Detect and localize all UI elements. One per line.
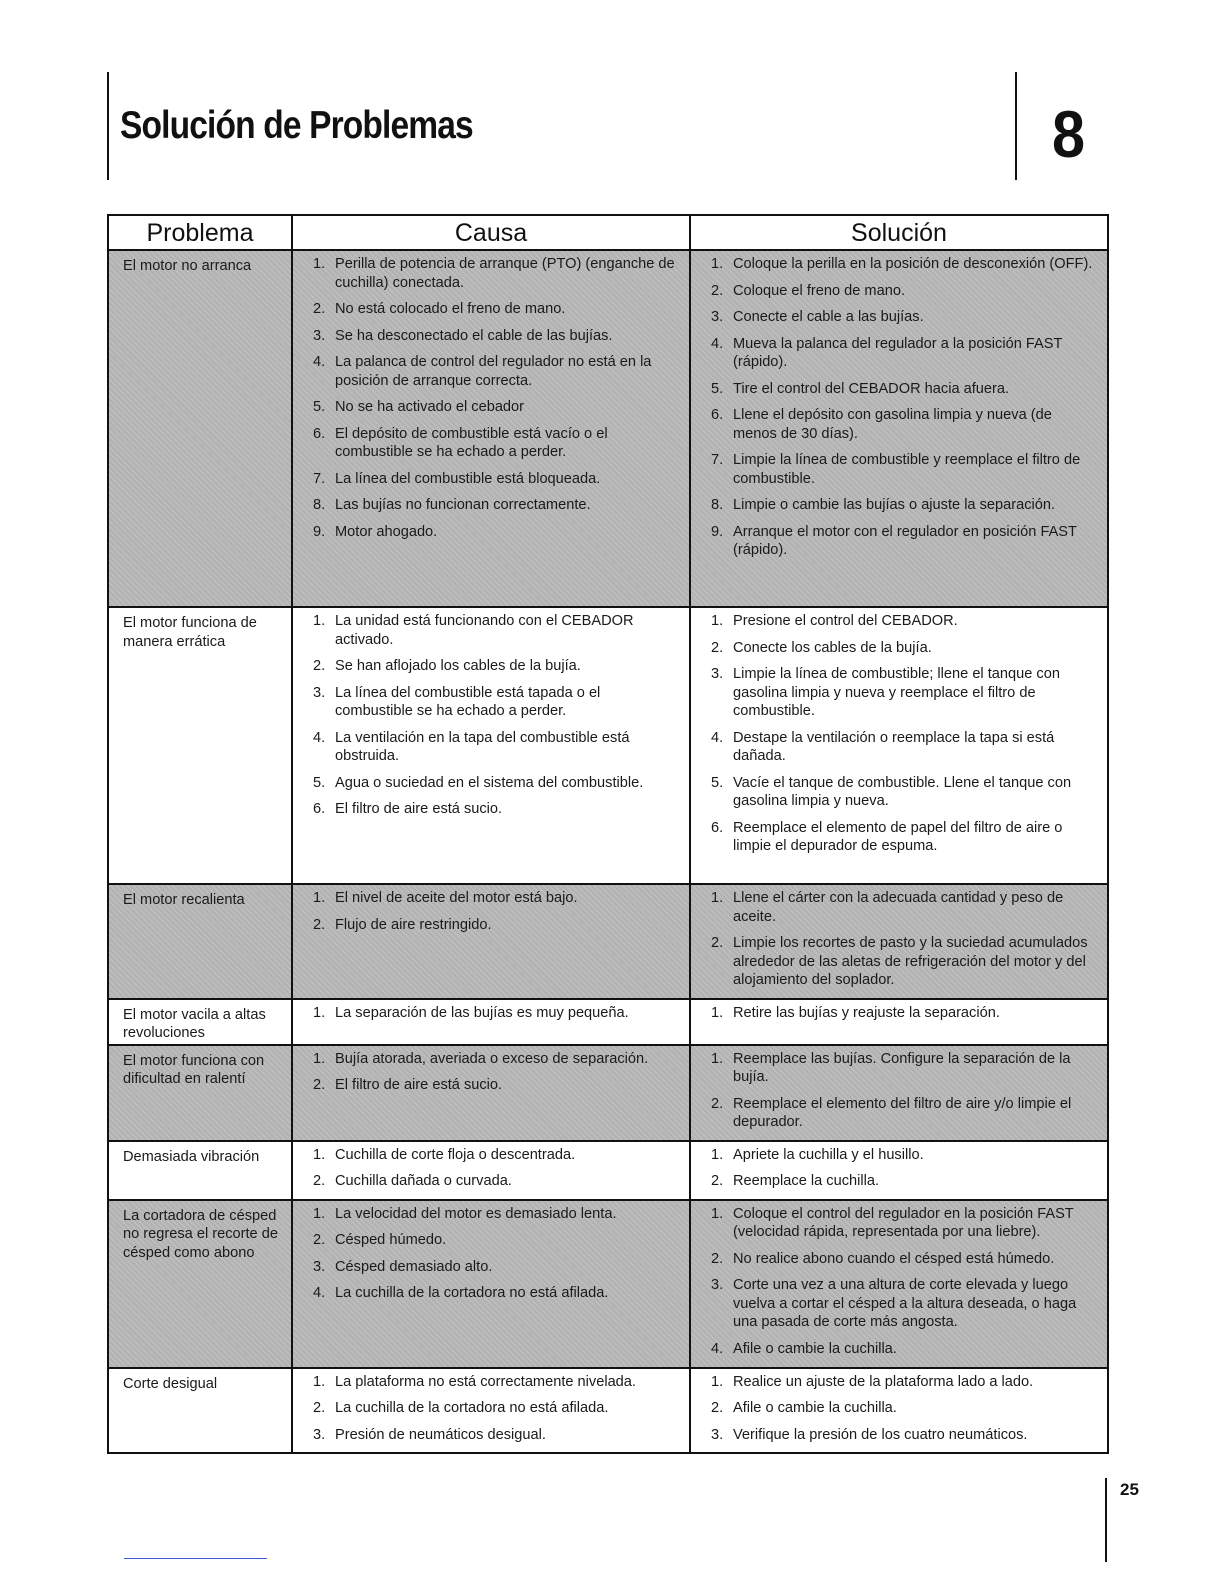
item-number: 2. — [711, 1095, 724, 1112]
solution-item — [711, 639, 1099, 658]
solution-cell — [690, 250, 1108, 607]
solution-list — [711, 1373, 1099, 1445]
item-text: Coloque el control del regulador en la posición FAST (velocidad rápida, representada por una liebre). — [733, 1205, 1074, 1240]
item-text: La unidad está funcionando con el CEBADOR activado. — [335, 613, 634, 648]
item-text: Flujo de aire restringido. — [335, 916, 492, 933]
item-text: No está colocado el freno de mano. — [335, 301, 566, 317]
item-text: Afile o cambie la cuchilla. — [733, 1340, 897, 1357]
item-text: Conecte los cables de la bujía. — [733, 639, 932, 656]
cause-item — [313, 612, 681, 649]
item-number: 3. — [711, 666, 724, 682]
item-text: Coloque la perilla en la posición de desconexión (OFF). — [733, 256, 1093, 272]
item-number: 3. — [313, 1258, 326, 1275]
item-number: 1. — [313, 1373, 326, 1390]
item-text: Cuchilla de corte floja o descentrada. — [335, 1146, 576, 1163]
item-text: Conecte el cable a las bujías. — [733, 309, 924, 325]
item-number: 2. — [711, 282, 724, 299]
cause-item — [313, 496, 681, 515]
solution-item — [711, 612, 1099, 631]
item-text: No se ha activado el cebador — [335, 399, 525, 415]
solution-item — [711, 774, 1099, 811]
solution-list — [711, 255, 1099, 560]
table-row — [108, 250, 1108, 607]
item-text: Arranque el motor con el regulador en posición FAST (rápido). — [733, 523, 1077, 558]
cause-item — [313, 1399, 681, 1418]
solution-item — [711, 1276, 1099, 1332]
item-text: Realice un ajuste de la plataforma lado a lado. — [733, 1373, 1034, 1390]
item-text: Perilla de potencia de arranque (PTO) (enganche de cuchilla) conectada. — [335, 256, 675, 291]
header-solution: Solución — [690, 215, 1108, 250]
item-number: 5. — [711, 774, 724, 791]
table-header-row — [108, 215, 1108, 250]
solution-item — [711, 335, 1099, 372]
cause-item — [313, 774, 681, 793]
cause-item — [313, 800, 681, 819]
item-number: 1. — [313, 256, 326, 272]
item-number: 3. — [313, 1426, 326, 1443]
solution-item — [711, 1250, 1099, 1269]
cause-item — [313, 300, 681, 319]
item-number: 2. — [313, 301, 326, 317]
solution-list — [711, 1146, 1099, 1191]
item-text: La separación de las bujías es muy pequeña. — [335, 1004, 629, 1021]
item-number: 3. — [313, 327, 326, 344]
solution-item — [711, 1399, 1099, 1418]
item-number: 1. — [711, 256, 724, 272]
table-row — [108, 999, 1108, 1045]
item-number: 1. — [313, 1050, 326, 1067]
header-cause: Causa — [292, 215, 690, 250]
item-text: Verifique la presión de los cuatro neumáticos. — [733, 1426, 1028, 1443]
item-text: Coloque el freno de mano. — [733, 282, 905, 299]
item-number: 1. — [313, 1146, 326, 1163]
cause-list — [313, 255, 681, 541]
item-number: 1. — [313, 613, 326, 629]
item-number: 8. — [313, 497, 326, 513]
solution-item — [711, 1146, 1099, 1165]
solution-item — [711, 1205, 1099, 1242]
item-text: Reemplace el elemento de papel del filtro de aire o limpie el depurador de espuma. — [733, 819, 1063, 854]
problem-cell: El motor funciona de manera errática — [108, 607, 292, 884]
cause-cell — [292, 1045, 690, 1141]
item-number: 2. — [313, 1400, 326, 1416]
cause-item — [313, 327, 681, 346]
item-text: Vacíe el tanque de combustible. Llene el tanque con gasolina limpia y nueva. — [733, 774, 1072, 809]
item-text: Presión de neumáticos desigual. — [335, 1426, 546, 1443]
item-number: 5. — [313, 399, 326, 415]
page-number: 25 — [1120, 1480, 1139, 1499]
solution-cell — [690, 1045, 1108, 1141]
problem-cell: Demasiada vibración — [108, 1141, 292, 1200]
table-row — [108, 1141, 1108, 1200]
item-number: 9. — [313, 523, 326, 540]
item-number: 2. — [313, 658, 326, 674]
table-row — [108, 1045, 1108, 1141]
item-text: Reemplace el elemento del filtro de aire y/o limpie el depurador. — [733, 1095, 1072, 1130]
cause-item — [313, 1004, 681, 1023]
item-number: 2. — [313, 1232, 326, 1248]
solution-list — [711, 1004, 1099, 1023]
troubleshooting-table — [107, 214, 1109, 1454]
item-number: 1. — [711, 890, 724, 906]
item-text: La línea del combustible está tapada o el combustible se ha echado a perder. — [335, 684, 601, 719]
solution-item — [711, 406, 1099, 443]
item-text: El filtro de aire está sucio. — [335, 801, 503, 817]
solution-item — [711, 496, 1099, 515]
item-number: 4. — [711, 729, 724, 746]
item-text: Limpie los recortes de pasto y la suciedad acumulados alrededor de las aletas de refrigeración del motor y del alojamiento del soplador. — [733, 935, 1088, 988]
solution-item — [711, 889, 1099, 926]
title-rule — [107, 72, 109, 180]
item-number: 3. — [711, 1426, 724, 1443]
cause-item — [313, 255, 681, 292]
solution-item — [711, 1426, 1099, 1445]
item-text: La palanca de control del regulador no está en la posición de arranque correcta. — [335, 354, 652, 389]
solution-item — [711, 1340, 1099, 1359]
solution-item — [711, 1050, 1099, 1087]
item-text: Llene el cárter con la adecuada cantidad y peso de aceite. — [733, 890, 1064, 925]
item-text: El nivel de aceite del motor está bajo. — [335, 890, 578, 906]
cause-list — [313, 1146, 681, 1191]
item-text: Limpie o cambie las bujías o ajuste la separación. — [733, 497, 1056, 513]
solution-item — [711, 1172, 1099, 1191]
cause-item — [313, 1373, 681, 1392]
item-number: 7. — [313, 470, 326, 487]
item-text: La cuchilla de la cortadora no está afilada. — [335, 1400, 609, 1416]
item-number: 6. — [711, 819, 724, 836]
item-text: Presione el control del CEBADOR. — [733, 613, 958, 629]
item-text: Césped demasiado alto. — [335, 1258, 493, 1275]
item-text: Tire el control del CEBADOR hacia afuera. — [733, 380, 1010, 397]
solution-cell — [690, 999, 1108, 1045]
cause-item — [313, 657, 681, 676]
solution-item — [711, 255, 1099, 274]
item-text: La ventilación en la tapa del combustible está obstruida. — [335, 729, 630, 764]
solution-item — [711, 1095, 1099, 1132]
item-number: 4. — [313, 729, 326, 746]
cause-cell — [292, 1200, 690, 1368]
item-text: Reemplace la cuchilla. — [733, 1173, 880, 1189]
item-number: 1. — [711, 613, 724, 629]
cause-item — [313, 523, 681, 542]
item-text: Limpie la línea de combustible; llene el tanque con gasolina limpia y nueva y reemplace el filtro de combustible. — [733, 666, 1060, 719]
item-number: 1. — [711, 1146, 724, 1163]
solution-cell — [690, 1200, 1108, 1368]
table-body — [108, 250, 1108, 1453]
item-number: 4. — [313, 1285, 326, 1301]
cause-list — [313, 612, 681, 819]
item-number: 9. — [711, 523, 724, 540]
item-text: Afile o cambie la cuchilla. — [733, 1400, 897, 1416]
header-problem: Problema — [108, 215, 292, 250]
item-text: La velocidad del motor es demasiado lenta. — [335, 1205, 617, 1222]
cause-list — [313, 1004, 681, 1023]
item-number: 2. — [711, 935, 724, 951]
cause-item — [313, 889, 681, 908]
solution-cell — [690, 884, 1108, 999]
solution-item — [711, 282, 1099, 301]
item-text: Cuchilla dañada o curvada. — [335, 1173, 512, 1189]
item-text: Motor ahogado. — [335, 523, 438, 540]
cause-item — [313, 425, 681, 462]
footer-rule — [1105, 1478, 1107, 1562]
item-number: 2. — [711, 639, 724, 656]
item-text: Reemplace las bujías. Configure la separación de la bujía. — [733, 1050, 1071, 1085]
table-row — [108, 1200, 1108, 1368]
solution-item — [711, 665, 1099, 721]
item-number: 4. — [313, 354, 326, 370]
item-number: 1. — [313, 1004, 326, 1021]
item-number: 8. — [711, 497, 724, 513]
item-text: Se ha desconectado el cable de las bujías. — [335, 327, 613, 344]
problem-cell: El motor no arranca — [108, 250, 292, 607]
item-number: 7. — [711, 452, 724, 468]
solution-list — [711, 889, 1099, 990]
cause-item — [313, 1172, 681, 1191]
item-number: 2. — [313, 1077, 326, 1093]
solution-list — [711, 612, 1099, 856]
problem-cell: El motor vacila a altas revoluciones — [108, 999, 292, 1045]
item-number: 2. — [711, 1400, 724, 1416]
item-number: 1. — [313, 890, 326, 906]
item-number: 2. — [711, 1250, 724, 1267]
item-number: 1. — [711, 1050, 724, 1067]
solution-cell — [690, 1141, 1108, 1200]
cause-list — [313, 1050, 681, 1095]
solution-item — [711, 1004, 1099, 1023]
cause-item — [313, 1231, 681, 1250]
cause-item — [313, 1258, 681, 1277]
cause-cell — [292, 1141, 690, 1200]
cause-item — [313, 1426, 681, 1445]
cause-cell — [292, 884, 690, 999]
cause-item — [313, 1284, 681, 1303]
cause-list — [313, 1205, 681, 1303]
solution-list — [711, 1050, 1099, 1132]
problem-cell: El motor funciona con dificultad en ralentí — [108, 1045, 292, 1141]
table-row — [108, 1368, 1108, 1454]
problem-cell: El motor recalienta — [108, 884, 292, 999]
solution-item — [711, 934, 1099, 990]
item-number: 2. — [313, 1173, 326, 1189]
cause-list — [313, 889, 681, 934]
cause-cell — [292, 607, 690, 884]
cause-cell — [292, 999, 690, 1045]
chapter-rule — [1015, 72, 1017, 180]
item-number: 1. — [711, 1205, 724, 1222]
item-number: 3. — [313, 684, 326, 701]
page-title: Solución de Problemas — [120, 104, 473, 147]
table-row — [108, 607, 1108, 884]
item-text: Césped húmedo. — [335, 1232, 447, 1248]
cause-item — [313, 398, 681, 417]
item-text: Corte una vez a una altura de corte elevada y luego vuelva a cortar el césped a la altura deseada, o haga una pasada de corte más angosta. — [733, 1277, 1077, 1330]
item-number: 6. — [313, 801, 326, 817]
item-text: Agua o suciedad en el sistema del combustible. — [335, 774, 644, 791]
solution-cell — [690, 1368, 1108, 1454]
solution-item — [711, 729, 1099, 766]
table-row — [108, 884, 1108, 999]
cause-cell — [292, 1368, 690, 1454]
item-number: 6. — [711, 407, 724, 423]
chapter-number: 8 — [1052, 97, 1086, 171]
problem-cell: Corte desigual — [108, 1368, 292, 1454]
item-number: 1. — [711, 1004, 724, 1021]
cause-item — [313, 684, 681, 721]
cause-item — [313, 1205, 681, 1224]
cause-list — [313, 1373, 681, 1445]
item-text: El depósito de combustible está vacío o el combustible se ha echado a perder. — [335, 425, 608, 460]
problem-cell: La cortadora de césped no regresa el recorte de césped como abono — [108, 1200, 292, 1368]
item-number: 2. — [313, 916, 326, 933]
solution-item — [711, 380, 1099, 399]
item-text: Limpie la línea de combustible y reemplace el filtro de combustible. — [733, 452, 1081, 487]
item-text: La línea del combustible está bloqueada. — [335, 470, 601, 487]
item-number: 3. — [711, 309, 724, 325]
solution-item — [711, 819, 1099, 856]
item-text: Se han aflojado los cables de la bujía. — [335, 658, 581, 674]
item-text: Mueva la palanca del regulador a la posición FAST (rápido). — [733, 335, 1063, 370]
item-text: La cuchilla de la cortadora no está afilada. — [335, 1285, 609, 1301]
cause-item — [313, 1076, 681, 1095]
cause-item — [313, 470, 681, 489]
item-number: 5. — [711, 380, 724, 397]
item-text: Destape la ventilación o reemplace la tapa si está dañada. — [733, 729, 1055, 764]
item-number: 2. — [711, 1173, 724, 1189]
item-text: El filtro de aire está sucio. — [335, 1077, 503, 1093]
cause-cell — [292, 250, 690, 607]
item-text: No realice abono cuando el césped está húmedo. — [733, 1250, 1055, 1267]
cause-item — [313, 1050, 681, 1069]
cause-item — [313, 729, 681, 766]
solution-item — [711, 308, 1099, 327]
item-number: 4. — [711, 335, 724, 352]
solution-item — [711, 451, 1099, 488]
item-text: Las bujías no funcionan correctamente. — [335, 497, 591, 513]
item-text: La plataforma no está correctamente nivelada. — [335, 1373, 636, 1390]
item-text: Llene el depósito con gasolina limpia y nueva (de menos de 30 días). — [733, 407, 1052, 442]
cause-item — [313, 1146, 681, 1165]
solution-cell — [690, 607, 1108, 884]
solution-list — [711, 1205, 1099, 1359]
item-number: 4. — [711, 1340, 724, 1357]
item-text: Apriete la cuchilla y el husillo. — [733, 1146, 924, 1163]
solution-item — [711, 1373, 1099, 1392]
cause-item — [313, 916, 681, 935]
item-text: Bujía atorada, averiada o exceso de separación. — [335, 1050, 649, 1067]
item-number: 3. — [711, 1277, 724, 1293]
item-number: 1. — [711, 1373, 724, 1390]
cause-item — [313, 353, 681, 390]
bottom-divider — [124, 1558, 267, 1559]
item-number: 1. — [313, 1205, 326, 1222]
item-number: 5. — [313, 774, 326, 791]
solution-item — [711, 523, 1099, 560]
item-number: 6. — [313, 425, 326, 442]
item-text: Retire las bujías y reajuste la separación. — [733, 1004, 1000, 1021]
